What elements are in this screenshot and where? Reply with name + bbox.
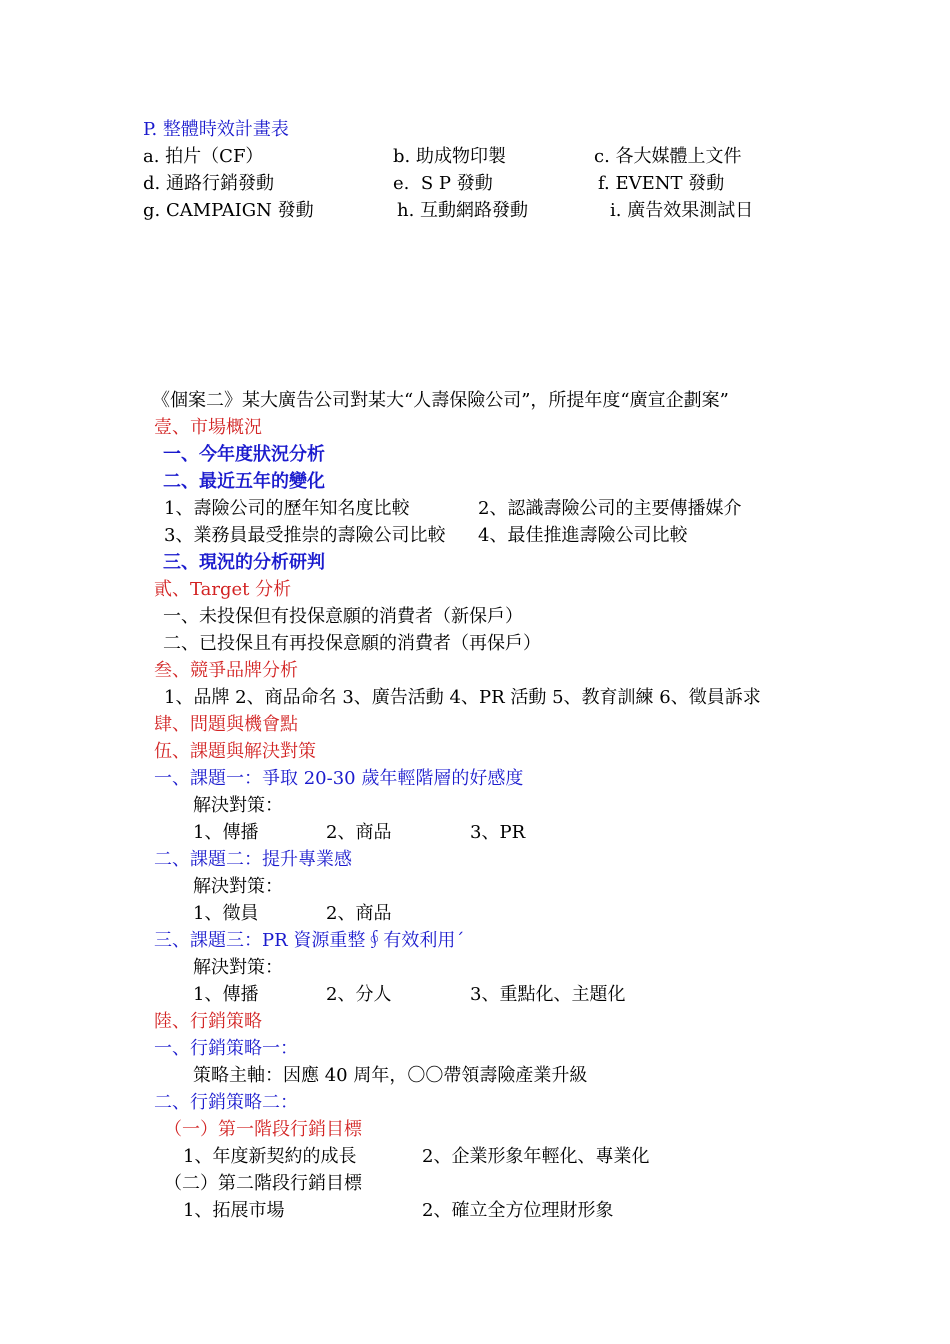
strategy-2: 二、行銷策略二： <box>154 1092 298 1113</box>
section-2-item: 一、未投保但有投保意願的消費者（新保戶） <box>163 606 523 627</box>
phase-2-item: 2、確立全方位理財形象 <box>422 1200 614 1221</box>
phase-2-item: 1、拓展市場 <box>183 1200 285 1221</box>
section-2-item: 二、已投保且有再投保意願的消費者（再保戶） <box>163 633 541 654</box>
solution-label: 解決對策： <box>193 876 283 897</box>
section-1-sub-2: 二、最近五年的變化 <box>163 471 325 492</box>
phase-1-item: 2、企業形象年輕化、專業化 <box>422 1146 650 1167</box>
topic-2-item: 2、商品 <box>326 903 392 924</box>
topic-2-item: 1、徵員 <box>193 903 259 924</box>
topic-3-item: 1、傳播 <box>193 984 259 1005</box>
schedule-item-c: c. 各大媒體上文件 <box>594 146 742 167</box>
section-1-item: 3、業務員最受推崇的壽險公司比較 <box>164 525 446 546</box>
solution-label: 解決對策： <box>193 957 283 978</box>
section-5-heading: 伍、課題與解決對策 <box>154 741 316 762</box>
topic-1: 一、課題一：爭取 20-30 歲年輕階層的好感度 <box>154 768 524 789</box>
schedule-item-d: d. 通路行銷發動 <box>143 173 274 194</box>
topic-3-item: 2、分人 <box>326 984 392 1005</box>
section-1-item: 1、壽險公司的歷年知名度比較 <box>164 498 410 519</box>
section-1-item: 2、認識壽險公司的主要傳播媒介 <box>478 498 742 519</box>
section-1-sub-1: 一、今年度狀況分析 <box>163 444 325 465</box>
topic-3: 三、課題三：PR 資源重整∮有效利用´ <box>154 930 465 951</box>
schedule-heading: P. 整體時效計畫表 <box>143 119 289 140</box>
section-3-line: 1、品牌 2、商品命名 3、廣告活動 4、PR 活動 5、教育訓練 6、徵員訴求 <box>164 687 761 708</box>
schedule-item-b: b. 助成物印製 <box>393 146 506 167</box>
section-3-heading: 叁、競爭品牌分析 <box>154 660 298 681</box>
phase-1-item: 1、年度新契約的成長 <box>183 1146 357 1167</box>
topic-1-item: 1、傳播 <box>193 822 259 843</box>
schedule-item-a: a. 拍片（CF） <box>143 146 264 167</box>
phase-2-heading: （二）第二階段行銷目標 <box>164 1173 362 1194</box>
section-1-sub-3: 三、現況的分析研判 <box>163 552 325 573</box>
schedule-item-e: e. S P 發動 <box>393 173 493 194</box>
section-2-heading: 貳、Target 分析 <box>154 579 292 600</box>
solution-label: 解決對策： <box>193 795 283 816</box>
section-4-heading: 肆、問題與機會點 <box>154 714 298 735</box>
schedule-item-f: f. EVENT 發動 <box>598 173 725 194</box>
section-1-heading: 壹、市場概況 <box>154 417 262 438</box>
phase-1-heading: （一）第一階段行銷目標 <box>164 1119 362 1140</box>
case-title: 《個案二》某大廣告公司對某大“人壽保險公司”，所提年度“廣宣企劃案” <box>152 390 729 411</box>
strategy-1: 一、行銷策略一： <box>154 1038 298 1059</box>
strategy-1-body: 策略主軸：因應 40 周年，〇〇帶領壽險產業升級 <box>193 1065 588 1086</box>
section-6-heading: 陸、行銷策略 <box>154 1011 262 1032</box>
topic-1-item: 2、商品 <box>326 822 392 843</box>
schedule-item-h: h. 互動網路發動 <box>397 200 529 221</box>
section-1-item: 4、最佳推進壽險公司比較 <box>478 525 688 546</box>
topic-2: 二、課題二：提升專業感 <box>154 849 352 870</box>
schedule-item-g: g. CAMPAIGN 發動 <box>143 200 314 221</box>
topic-3-item: 3、重點化、主題化 <box>470 984 626 1005</box>
topic-1-item: 3、PR <box>470 822 526 843</box>
schedule-item-i: i. 廣告效果測試日 <box>610 200 754 221</box>
